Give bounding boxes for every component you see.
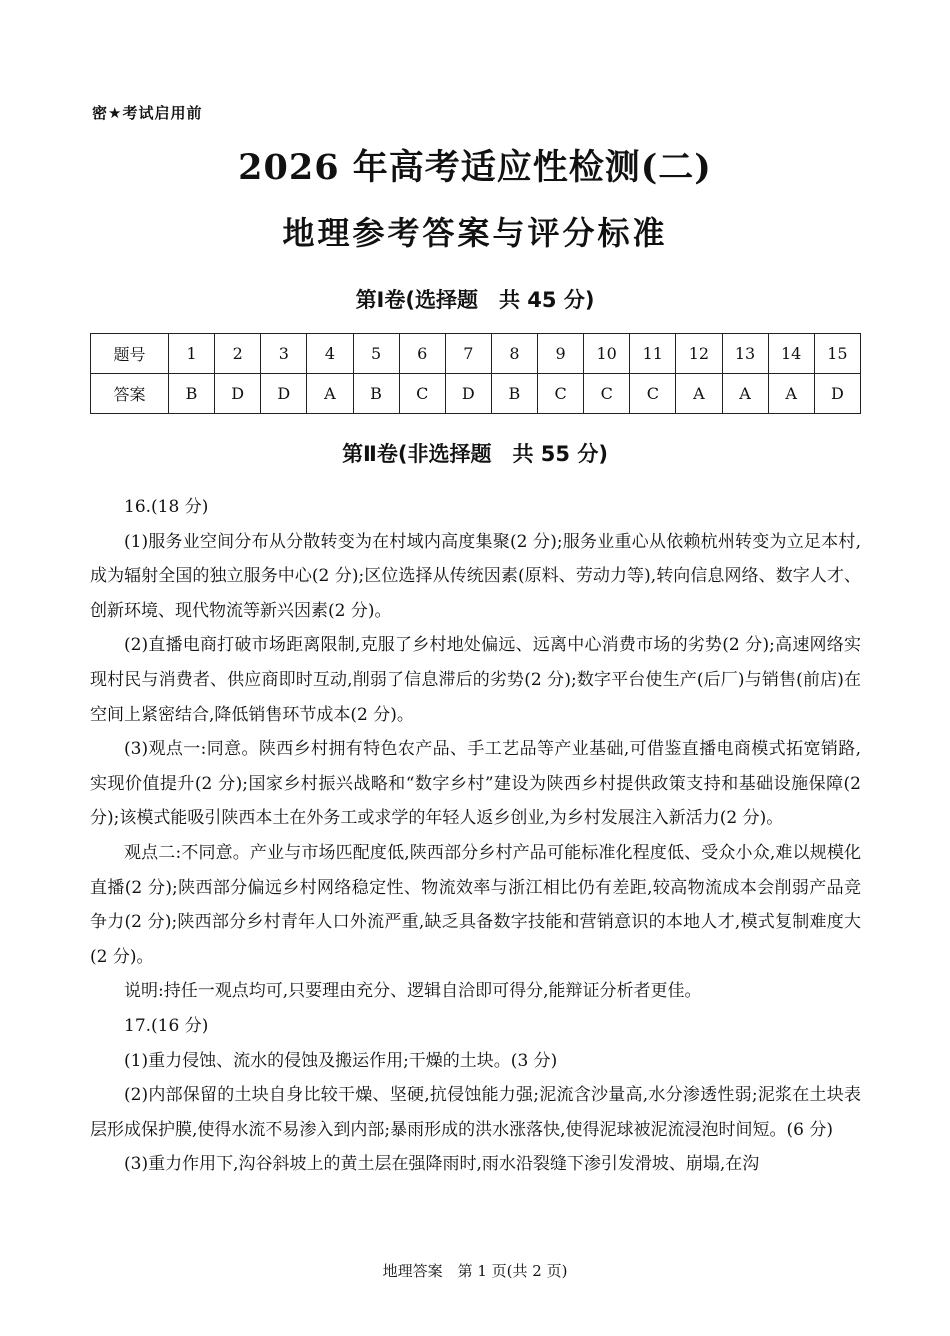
answer-cell: B bbox=[353, 374, 399, 414]
question-number: 6 bbox=[399, 334, 445, 374]
answer-cell: D bbox=[261, 374, 307, 414]
question-heading: 16.(18 分) bbox=[124, 497, 209, 517]
question-number: 9 bbox=[538, 334, 584, 374]
answer-cell: B bbox=[169, 374, 215, 414]
question-number: 15 bbox=[814, 334, 860, 374]
question-number: 4 bbox=[307, 334, 353, 374]
page-footer: 地理答案 第 1 页(共 2 页) bbox=[382, 1262, 568, 1280]
question-number: 1 bbox=[169, 334, 215, 374]
document-subtitle: 地理参考答案与评分标准 bbox=[282, 214, 668, 252]
answer-paragraph: (2)直播电商打破市场距离限制,克服了乡村地处偏远、远离中心消费市场的劣势(2 分);高速网络实现村民与消费者、供应商即时互动,削弱了信息滞后的劣势(2 分);数字平台使生产(后厂)与销售(前店)在空间上紧密结合,降低销售环节成本(2 分)。 bbox=[90, 635, 861, 725]
answer-paragraph: (3)重力作用下,沟谷斜坡上的黄土层在强降雨时,雨水沿裂缝下渗引发滑坡、崩塌,在沟 bbox=[124, 1154, 760, 1175]
confidential-mark: 密★考试启用前 bbox=[92, 104, 203, 122]
answer-cell: D bbox=[445, 374, 491, 414]
answer-cell: C bbox=[399, 374, 445, 414]
answer-cell: A bbox=[676, 374, 722, 414]
section-1-title: 第Ⅰ卷(选择题 共 45 分) bbox=[355, 288, 595, 312]
question-number: 14 bbox=[768, 334, 814, 374]
answer-paragraph: (2)内部保留的土块自身比较干燥、坚硬,抗侵蚀能力强;泥流含沙量高,水分渗透性弱;泥浆在土块表层形成保护膜,使得水流不易渗入到内部;暴雨形成的洪水涨落快,使得泥球被泥流浸泡时间短。(6 分) bbox=[90, 1085, 861, 1140]
answer-cell: B bbox=[491, 374, 537, 414]
question-number: 2 bbox=[215, 334, 261, 374]
answer-cell: A bbox=[722, 374, 768, 414]
answer-cell: D bbox=[814, 374, 860, 414]
answer-cell: C bbox=[538, 374, 584, 414]
answer-paragraph: (1)重力侵蚀、流水的侵蚀及搬运作用;干燥的土块。(3 分) bbox=[124, 1050, 558, 1071]
question-number: 5 bbox=[353, 334, 399, 374]
row-label-answer: 答案 bbox=[91, 374, 169, 414]
answer-paragraph: (3)观点一:同意。陕西乡村拥有特色农产品、手工艺品等产业基础,可借鉴直播电商模式拓宽销路,实现价值提升(2 分);国家乡村振兴战略和“数字乡村”建设为陕西乡村提供政策支持和基础设施保障(2 分);该模式能吸引陕西本土在外务工或求学的年轻人返乡创业,为乡村发展注入新活力(2 分)。 bbox=[90, 739, 861, 829]
answer-cell: A bbox=[768, 374, 814, 414]
answer-cell: A bbox=[307, 374, 353, 414]
exam-title: 2026 年高考适应性检测(二) bbox=[238, 147, 712, 188]
question-number: 13 bbox=[722, 334, 768, 374]
answer-table bbox=[90, 333, 861, 414]
answer-paragraph: 观点二:不同意。产业与市场匹配度低,陕西部分乡村产品可能标准化程度低、受众小众,难以规模化直播(2 分);陕西部分偏远乡村网络稳定性、物流效率与浙江相比仍有差距,较高物流成本会削弱产品竞争力(2 分);陕西部分乡村青年人口外流严重,缺乏具备数字技能和营销意识的本地人才,模式复制难度大(2 分)。 bbox=[90, 842, 861, 967]
question-number: 12 bbox=[676, 334, 722, 374]
question-number: 7 bbox=[445, 334, 491, 374]
answer-cell: C bbox=[584, 374, 630, 414]
answer-row bbox=[91, 374, 861, 414]
question-number: 10 bbox=[584, 334, 630, 374]
question-number: 3 bbox=[261, 334, 307, 374]
question-number-row bbox=[91, 334, 861, 374]
question-heading: 17.(16 分) bbox=[124, 1015, 209, 1036]
answer-cell: C bbox=[630, 374, 676, 414]
answer-cell: D bbox=[215, 374, 261, 414]
row-label-number: 题号 bbox=[91, 334, 169, 374]
question-number: 8 bbox=[491, 334, 537, 374]
scoring-note: 说明:持任一观点均可,只要理由充分、逻辑自洽即可得分,能辩证分析者更佳。 bbox=[124, 981, 702, 1002]
section-2-title: 第Ⅱ卷(非选择题 共 55 分) bbox=[342, 442, 608, 466]
question-number: 11 bbox=[630, 334, 676, 374]
answer-body bbox=[90, 490, 861, 1182]
answer-paragraph: (1)服务业空间分布从分散转变为在村域内高度集聚(2 分);服务业重心从依赖杭州转变为立足本村,成为辐射全国的独立服务中心(2 分);区位选择从传统因素(原料、劳动力等),转向信息网络、数字人才、创新环境、现代物流等新兴因素(2 分)。 bbox=[90, 531, 861, 621]
